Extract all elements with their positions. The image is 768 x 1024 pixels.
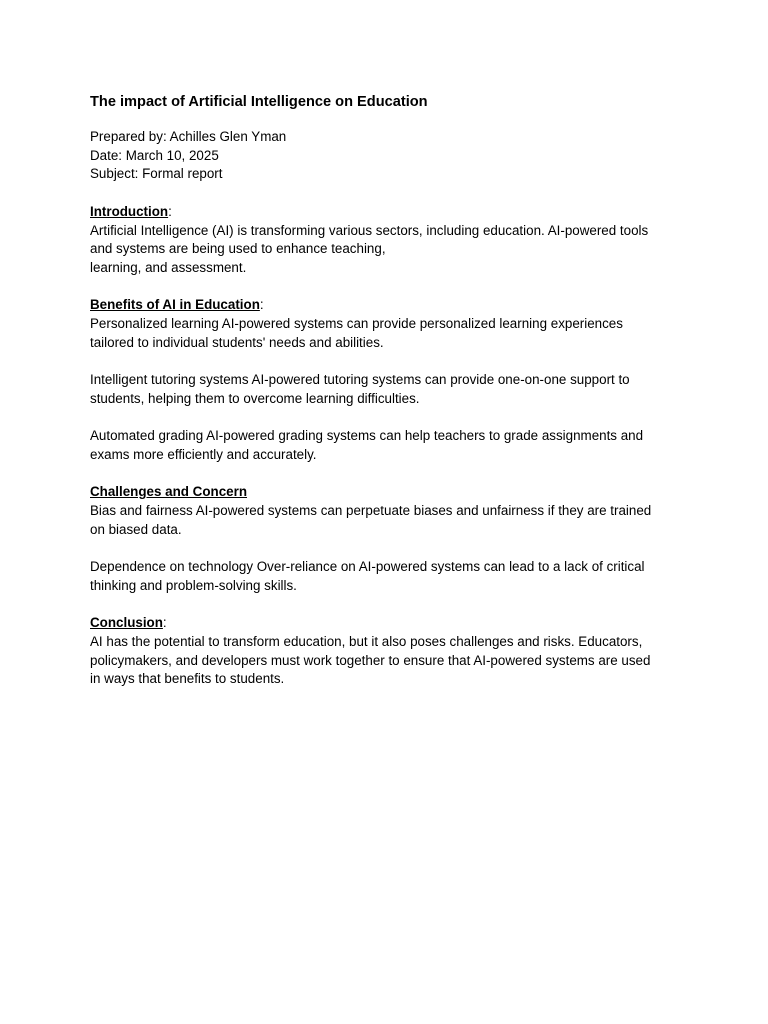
paragraph-line: Personalized learning AI-powered systems can provide personalized learning experiences bbox=[90, 316, 623, 331]
paragraph-line: Bias and fairness AI-powered systems can perpetuate biases and unfairness if they are trained bbox=[90, 502, 652, 518]
paragraph-line: tailored to individual students' needs and abilities. bbox=[90, 334, 384, 350]
section-conclusion bbox=[90, 614, 690, 689]
challenge-paragraph bbox=[90, 558, 690, 595]
conclusion-line: AI has the potential to transform education, but it also poses challenges and risks. Educators, bbox=[90, 633, 643, 649]
section-introduction bbox=[90, 203, 690, 278]
section-heading bbox=[90, 483, 690, 502]
section-heading bbox=[90, 614, 690, 633]
heading-colon: : bbox=[259, 297, 264, 313]
benefit-paragraph bbox=[90, 427, 690, 464]
introduction-line: and systems are being used to enhance teaching, bbox=[90, 241, 386, 257]
document-title: The impact of Artificial Intelligence on Education bbox=[90, 94, 428, 110]
report-subject: Subject: Formal report bbox=[90, 166, 223, 182]
document-page bbox=[90, 92, 690, 689]
paragraph-line: students, helping them to overcome learning difficulties. bbox=[90, 390, 420, 406]
paragraph-line: thinking and problem-solving skills. bbox=[90, 577, 297, 593]
conclusion-line: policymakers, and developers must work together to ensure that AI-powered systems are used bbox=[90, 652, 651, 668]
section-challenges bbox=[90, 483, 690, 595]
heading-colon: : bbox=[168, 203, 172, 219]
introduction-line: Artificial Intelligence (AI) is transforming various sectors, including education. AI-powered tools bbox=[90, 222, 649, 238]
section-benefits bbox=[90, 296, 690, 464]
challenges-heading: Challenges and Concern bbox=[90, 484, 248, 500]
heading-colon: : bbox=[162, 615, 167, 631]
paragraph-line: exams more efficiently and accurately. bbox=[90, 446, 317, 462]
benefits-heading: Benefits of AI in Education bbox=[90, 297, 260, 313]
section-heading bbox=[90, 296, 690, 315]
prepared-by: Prepared by: Achilles Glen Yman bbox=[90, 129, 287, 144]
paragraph-line: Dependence on technology Over-reliance on AI-powered systems can lead to a lack of critical bbox=[90, 559, 645, 575]
challenge-paragraph bbox=[90, 502, 690, 539]
section-heading bbox=[90, 203, 690, 222]
conclusion-heading: Conclusion bbox=[90, 615, 163, 631]
document-meta bbox=[90, 128, 690, 184]
conclusion-line: in ways that benefits to students. bbox=[90, 671, 285, 687]
paragraph-line: Automated grading AI-powered grading systems can help teachers to grade assignments and bbox=[90, 428, 644, 444]
paragraph-line: on biased data. bbox=[90, 521, 182, 537]
paragraph-line: Intelligent tutoring systems AI-powered tutoring systems can provide one-on-one support to bbox=[90, 372, 630, 388]
benefit-paragraph bbox=[90, 371, 690, 408]
report-date: Date: March 10, 2025 bbox=[90, 147, 219, 163]
introduction-line: learning, and assessment. bbox=[90, 259, 247, 275]
introduction-heading: Introduction bbox=[90, 203, 169, 219]
benefit-paragraph bbox=[90, 315, 690, 352]
